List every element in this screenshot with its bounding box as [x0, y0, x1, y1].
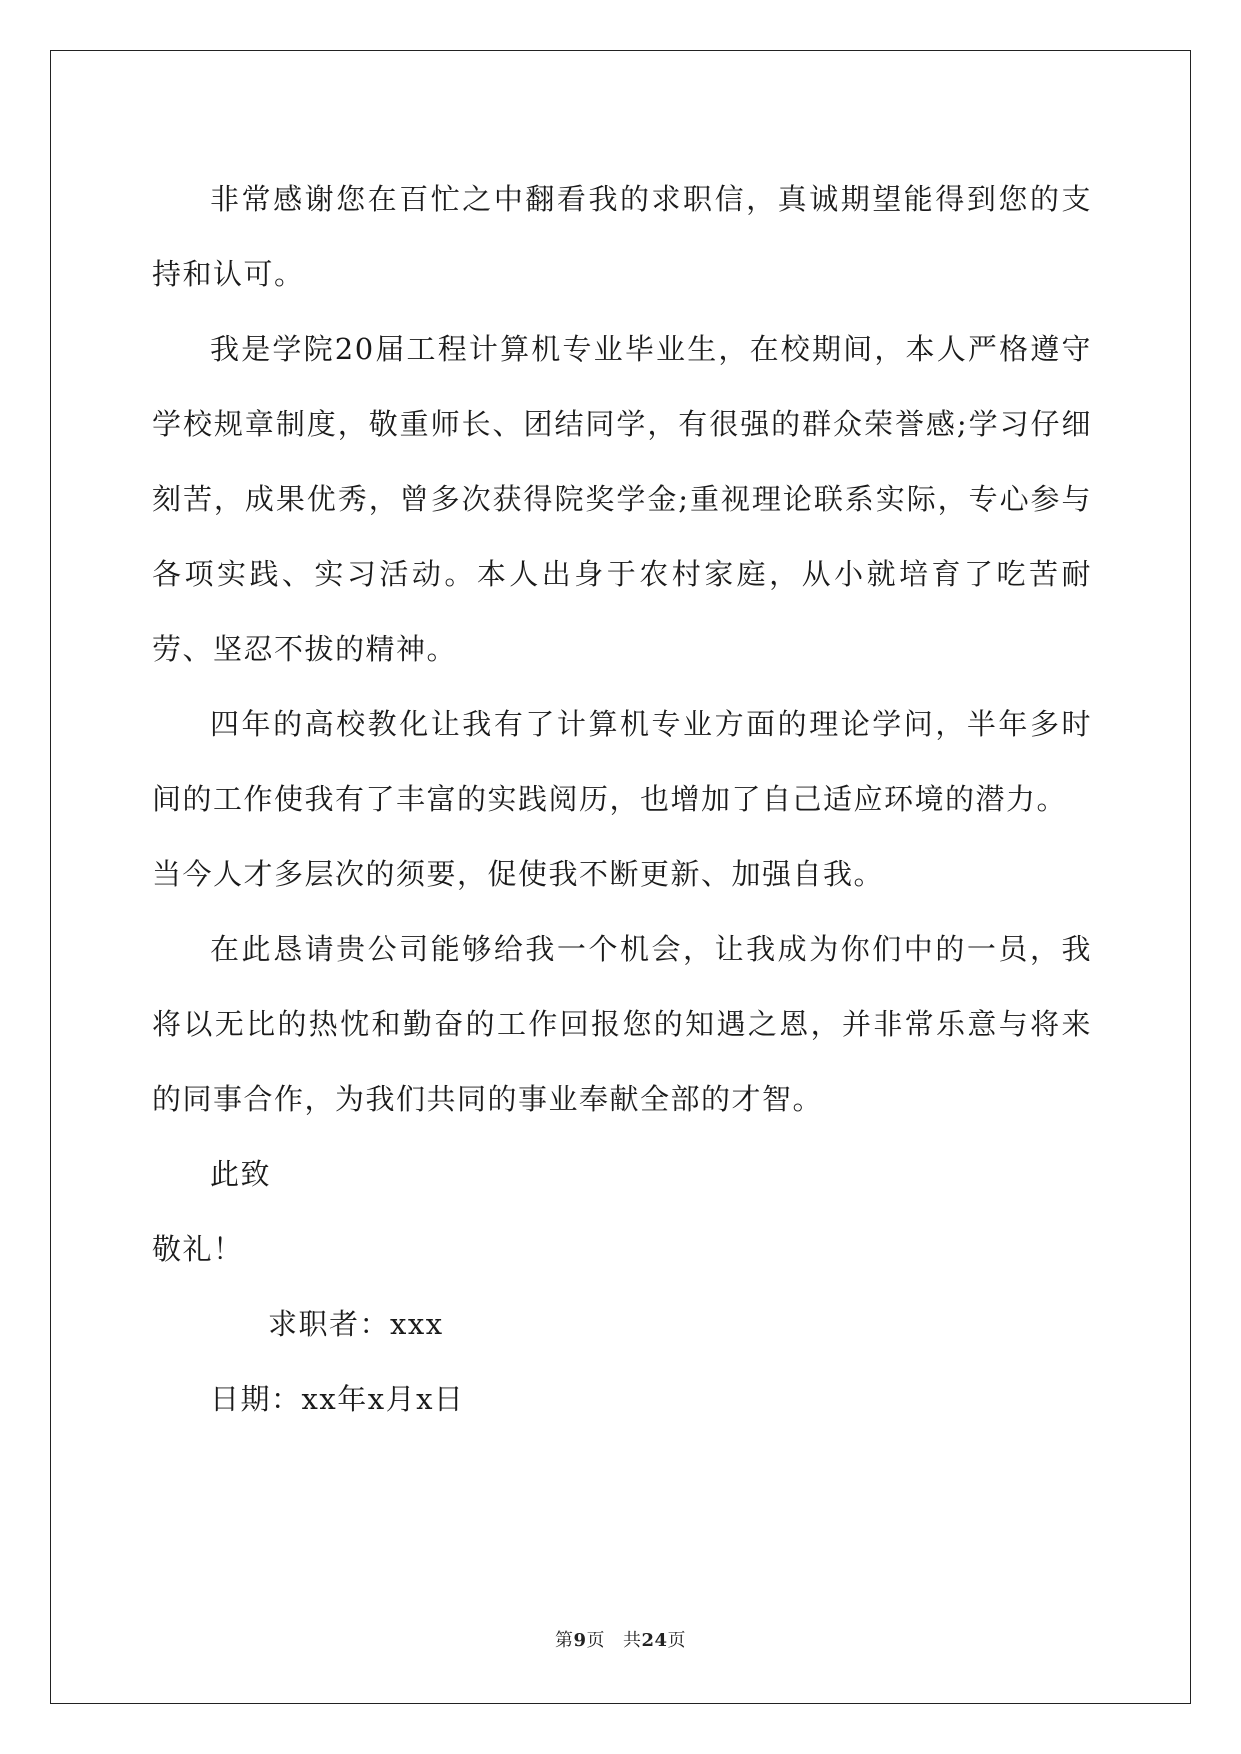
signature-line: 求职者：xxx — [268, 1307, 444, 1341]
page-prefix: 第 — [554, 1630, 574, 1651]
page-suffix: 页 — [586, 1630, 605, 1651]
paragraph-experience: 四年的高校教化让我有了计算机专业方面的理论学问，半年多时间的工作使我有了丰富的实践阅历，也增加了自己适应环境的潜力。 — [152, 707, 1092, 816]
total-prefix: 共 — [622, 1630, 642, 1651]
letter-body — [152, 162, 1092, 1437]
closing-text: 此致 — [210, 1157, 272, 1191]
paragraph-education: 我是学院20届工程计算机专业毕业生，在校期间，本人严格遵守学校规章制度，敬重师长、团结同学，有很强的群众荣誉感;学习仔细刻苦，成果优秀，曾多次获得院奖学金;重视理论联系实际，专心参与各项实践、实习活动。本人出身于农村家庭，从小就培育了吃苦耐劳、坚忍不拔的精神。 — [152, 332, 1092, 666]
paragraph-thanks: 非常感谢您在百忙之中翻看我的求职信，真诚期望能得到您的支持和认可。 — [152, 182, 1092, 291]
total-suffix: 页 — [667, 1630, 687, 1651]
page-footer — [0, 1626, 1241, 1652]
page-number: 9 — [573, 1630, 587, 1651]
date-line: 日期：xx年x月x日 — [210, 1382, 465, 1416]
total-pages: 24 — [641, 1630, 668, 1651]
paragraph-self-improvement: 当今人才多层次的须要，促使我不断更新、加强自我。 — [152, 857, 885, 891]
salute-text: 敬礼！ — [152, 1232, 244, 1266]
paragraph-request: 在此恳请贵公司能够给我一个机会，让我成为你们中的一员，我将以无比的热忱和勤奋的工作回报您的知遇之恩，并非常乐意与将来的同事合作，为我们共同的事业奉献全部的才智。 — [152, 932, 1092, 1116]
